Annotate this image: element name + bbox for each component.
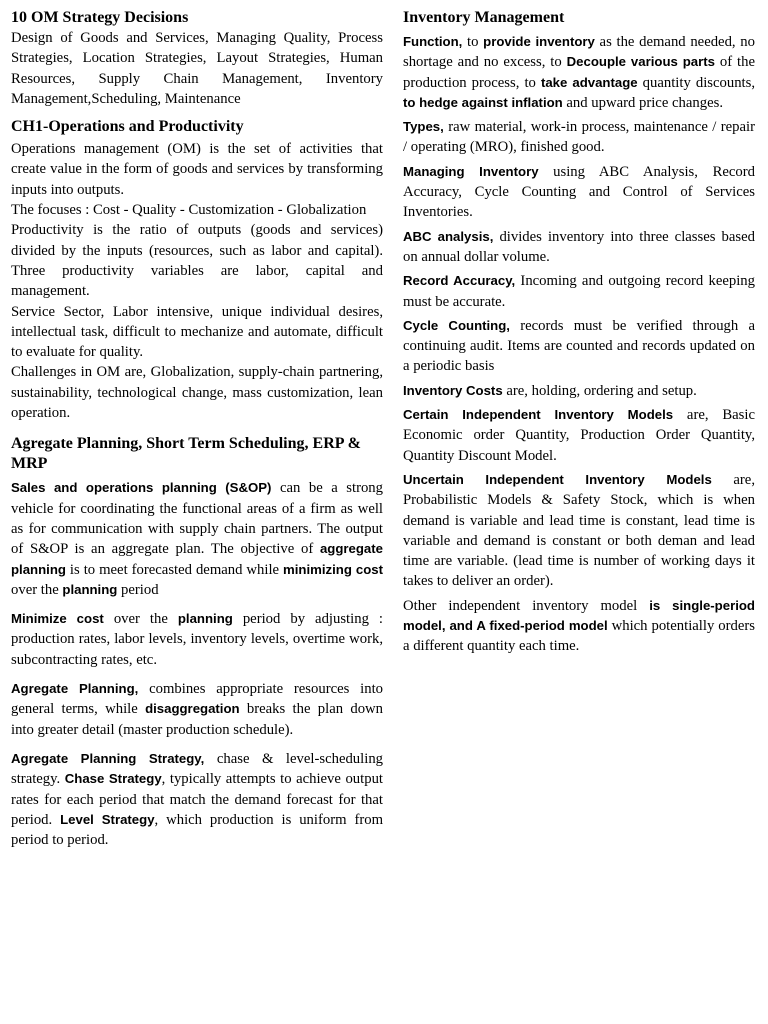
text: over the xyxy=(11,581,63,598)
term-minimize-cost: Minimize cost xyxy=(11,611,104,627)
paragraph-other-models xyxy=(403,596,755,657)
text: divides inventory into three classes based on annual dollar volume. xyxy=(403,228,755,265)
term-planning: planning xyxy=(177,611,233,627)
text: combines appropriate resources into general terms, while xyxy=(11,681,383,718)
term-inventory-costs: Inventory Costs xyxy=(403,382,503,398)
term-uncertain-models: Uncertain Independent Inventory Models xyxy=(403,471,712,487)
paragraph-certain-models xyxy=(403,405,755,466)
term-abc-analysis: ABC analysis, xyxy=(403,228,494,244)
text: period xyxy=(117,581,159,598)
text: over the xyxy=(103,611,178,628)
text: Incoming and outgoing record keeping must be accurate. xyxy=(403,273,755,310)
paragraph-managing-inventory xyxy=(403,162,755,223)
paragraph-function xyxy=(403,32,755,113)
term-agregate-planning-strategy: Agregate Planning Strategy, xyxy=(11,750,205,766)
text: , typically attempts to achieve output rates for each period that match the demand forecast for that period. xyxy=(11,771,384,828)
text: , which production is uniform from period to period. xyxy=(11,811,383,849)
paragraph-agregate-strategy xyxy=(11,749,383,850)
text: breaks the plan down into greater detail (master production schedule). xyxy=(11,701,384,738)
paragraph-productivity: Productivity is the ratio of outputs (goods and services) divided by the inputs (resources, such as labor and capital). Three productivity variables are labor, capital and management. xyxy=(11,222,383,300)
text: Other independent inventory model xyxy=(403,597,650,614)
term-decouple: Decouple various parts xyxy=(566,54,715,70)
term-function: Function, xyxy=(403,34,463,49)
paragraph-strategy-list: Design of Goods and Services, Managing Quality, Process Strategies, Location Strategies, Layout Strategies, Human Resources, Supply Chain Management, Inventory Management,Scheduling, Maintenance xyxy=(11,30,383,107)
term-certain-models: Certain Independent Inventory Models xyxy=(403,407,674,423)
paragraph-agregate-planning xyxy=(11,679,383,740)
paragraph-om-definition: Operations management (OM) is the set of activities that create value in the form of goods and services by transforming inputs into outputs. xyxy=(11,141,383,198)
text: as the demand needed, no shortage and no excess, to xyxy=(403,34,755,71)
text: are, Probabilistic Models & Safety Stock, which is when demand is variable and lead time is constant, lead time is variable and demand is constant or both deman and lead time are variable. (lead time is number of working days it takes to deliver an order). xyxy=(403,471,755,590)
text: are, Basic Economic order Quantity, Production Order Quantity, Quantity Discount Model. xyxy=(403,407,755,464)
paragraph-service-sector: Service Sector, Labor intensive, unique individual desires, intellectual task, difficult to mechanize and automate, difficult to evaluate for quality. xyxy=(11,303,383,361)
text: to xyxy=(462,34,484,50)
text: is to meet forecasted demand while xyxy=(65,561,284,578)
term-agregate-planning: Agregate Planning, xyxy=(11,681,139,697)
paragraph-uncertain-models xyxy=(403,470,755,592)
term-cycle-counting: Cycle Counting, xyxy=(403,317,510,333)
paragraph-abc-analysis xyxy=(403,227,755,268)
paragraph-minimize-cost xyxy=(11,609,383,670)
term-sop: Sales and operations planning (S&OP) xyxy=(11,480,272,496)
text: can be a strong vehicle for coordinating the functional areas of a firm as well as for communication with supply chain partners. The output of S&OP is an aggregate plan. The objective of xyxy=(11,480,383,558)
term-record-accuracy: Record Accuracy, xyxy=(403,273,516,289)
text: are, holding, ordering and setup. xyxy=(502,382,697,399)
term-disaggregation: disaggregation xyxy=(145,701,240,717)
term-level-strategy: Level Strategy xyxy=(60,811,155,827)
left-column xyxy=(11,8,383,850)
term-provide-inventory: provide inventory xyxy=(483,34,595,49)
text: raw material, work-in process, maintenance / repair / operating (MRO), finished good. xyxy=(403,119,755,156)
term-take-advantage: take advantage xyxy=(540,74,638,90)
text: quantity discounts, xyxy=(637,74,756,91)
text: of the production process, to xyxy=(403,54,755,91)
heading-aggregate-planning: Agregate Planning, Short Term Scheduling, ERP & MRP xyxy=(11,435,361,473)
term-types: Types, xyxy=(403,119,444,135)
paragraph-types xyxy=(403,117,755,158)
term-hedge-inflation: to hedge against inflation xyxy=(403,94,563,110)
paragraph-inventory-costs xyxy=(403,381,755,401)
text: and upward price changes. xyxy=(562,94,723,111)
paragraph-focuses: The focuses : Cost - Quality - Customization - Globalization xyxy=(11,202,367,219)
text: records must be verified through a continuing audit. Items are counted and records updated on a periodic basis xyxy=(403,317,756,375)
text: which potentially orders a different quantity each time. xyxy=(403,618,755,655)
term-chase-strategy: Chase Strategy xyxy=(64,771,162,787)
term-planning: planning xyxy=(62,581,118,597)
heading-ch1-operations: CH1-Operations and Productivity xyxy=(11,118,244,136)
paragraph-sop xyxy=(11,478,383,600)
paragraph-challenges: Challenges in OM are, Globalization, supply-chain partnering, sustainability, technological change, mass customization, lean operation. xyxy=(11,364,383,422)
heading-inventory-management: Inventory Management xyxy=(403,9,565,26)
paragraph-record-accuracy xyxy=(403,271,755,312)
text: period by adjusting : production rates, labor levels, inventory levels, overtime work, subcontracting rates, etc. xyxy=(11,611,383,668)
right-column xyxy=(403,8,755,657)
paragraph-cycle-counting xyxy=(403,316,755,377)
text: using ABC Analysis, Record Accuracy, Cycle Counting and Control of Services Inventories. xyxy=(403,163,755,221)
term-minimizing-cost: minimizing cost xyxy=(283,561,384,577)
term-aggregate-planning: aggregate planning xyxy=(11,541,383,577)
term-managing-inventory: Managing Inventory xyxy=(403,163,539,179)
term-single-fixed-period: is single-period model, and A fixed-period model xyxy=(403,597,755,634)
text: chase & level-scheduling strategy. xyxy=(11,750,384,788)
heading-om-strategy-decisions: 10 OM Strategy Decisions xyxy=(11,9,189,26)
